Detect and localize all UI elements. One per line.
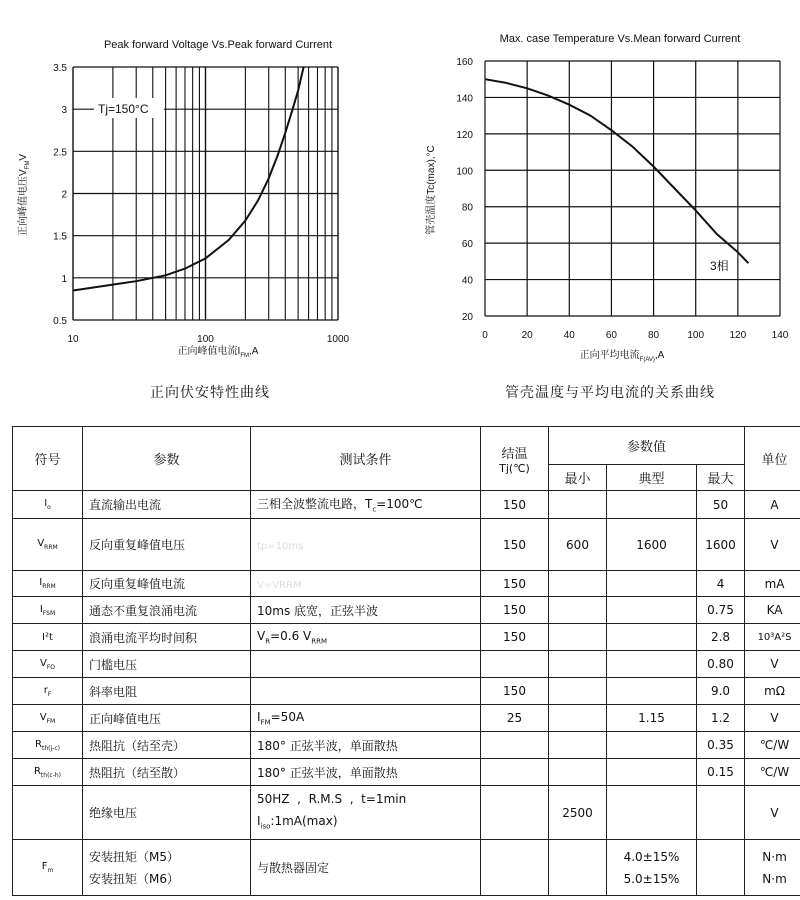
y-tick-label: 40 — [461, 275, 473, 287]
y-tick-labels — [456, 57, 473, 323]
y-tick-label: 80 — [461, 202, 473, 214]
x-tick-label: 100 — [687, 330, 705, 341]
y-tick-label: 2.5 — [53, 147, 67, 159]
table-row: $V_{FM}$ 正向峰值电压 $I_{FM}=50A$ 25 1.15 1.2 V — [13, 705, 800, 732]
table-row-torque: $F_m$ 安装扭矩（M5） 安装扭矩（M6） 与散热器固定 4.0±15% 5.0±15% N·m N·m — [13, 840, 800, 896]
header-max: 最大 — [697, 465, 745, 491]
y-tick-label: 60 — [461, 239, 473, 251]
y-tick-label: 3.5 — [53, 63, 67, 74]
table-row: I²t 浪涌电流平均时间积 $V_R=0.6$ $V_{RRM}$ 150 2.8 10³A²S — [13, 624, 800, 651]
header-unit: 单位 — [745, 427, 800, 491]
header-typ: 典型 — [607, 465, 697, 491]
x-axis-label: 正向峰值电流$I_{FM},A$ — [177, 346, 259, 359]
left-chart-caption: 正向伏安特性曲线 — [150, 385, 270, 401]
x-tick-label: 20 — [521, 330, 533, 341]
table-row: $R_{th(j-c)}$ 热阻抗（结至壳） 180° 正弦半波，单面散热 0.35 ℃/W — [13, 732, 800, 759]
table-row: $I_{FSM}$ 通态不重复浪涌电流 10ms 底宽，正弦半波 150 0.75 KA — [13, 597, 800, 624]
y-tick-label: 0.5 — [53, 316, 67, 327]
y-tick-label: 3 — [61, 105, 67, 117]
header-condition: 测试条件 — [251, 427, 481, 491]
y-tick-labels — [53, 63, 67, 327]
temperature-annotation: Tj=150°C — [98, 102, 149, 116]
chart-grid — [485, 61, 780, 316]
table-row: $R_{th(c-h)}$ 热阻抗（结至散） 180° 正弦半波，单面散热 0.15 ℃/W — [13, 759, 800, 786]
x-axis-label: 正向平均电流$_{F(AV)}$,A — [579, 350, 665, 363]
x-tick-label: 120 — [729, 330, 747, 341]
x-tick-label: 100 — [197, 334, 214, 345]
temperature-curve — [485, 79, 748, 263]
table-row: $V_{RRM}$ 反向重复峰值电压 tp=10ms 150 600 1600 1600 V — [13, 519, 800, 571]
spec-table — [12, 426, 800, 896]
x-tick-label: 40 — [563, 330, 575, 341]
y-axis-label: 正向峰值电压$V_{FM}V$ — [18, 153, 31, 237]
x-tick-label: 1000 — [326, 334, 350, 345]
forward-voltage-chart — [0, 0, 400, 370]
y-tick-label: 120 — [456, 129, 473, 141]
x-tick-labels — [482, 330, 789, 341]
y-tick-label: 1 — [61, 273, 67, 285]
x-tick-label: 60 — [605, 330, 617, 341]
y-tick-label: 20 — [461, 312, 473, 323]
chart-title: Max. case Temperature Vs.Mean forward Current — [499, 33, 741, 45]
table-row: $I_o$ 直流输出电流 三相全波整流电路，$T_c=100℃$ 150 50 A — [13, 491, 800, 519]
x-tick-label: 80 — [648, 330, 660, 341]
x-tick-label: 140 — [771, 330, 789, 341]
x-tick-label: 0 — [482, 330, 488, 341]
table-row: $V_{FO}$ 门槛电压 0.80 V — [13, 651, 800, 678]
header-junction: 结温 Tj(℃) — [481, 427, 549, 491]
header-min: 最小 — [549, 465, 607, 491]
table-row: $I_{RRM}$ 反向重复峰值电流 V=VRRM 150 4 mA — [13, 571, 800, 597]
table-row: 绝缘电压 50HZ , R.M.S , t=1min $I_{iso}:1mA(\max)$ 2500 V — [13, 786, 800, 840]
y-tick-label: 160 — [456, 57, 473, 68]
y-tick-label: 2 — [61, 189, 67, 201]
y-axis-label: 管壳温度Tc(max),°C — [426, 145, 437, 235]
case-temperature-chart — [400, 0, 800, 370]
y-tick-label: 100 — [456, 166, 473, 178]
x-tick-labels — [67, 334, 349, 345]
x-tick-label: 10 — [67, 334, 79, 345]
chart-title: Peak forward Voltage Vs.Peak forward Current — [103, 39, 333, 51]
table-row: $r_F$ 斜率电阻 150 9.0 mΩ — [13, 678, 800, 705]
right-chart-caption: 管壳温度与平均电流的关系曲线 — [505, 385, 715, 401]
series-label: 3相 — [710, 259, 729, 273]
header-param: 参数 — [83, 427, 251, 491]
y-tick-label: 1.5 — [53, 231, 67, 243]
header-values: 参数值 — [549, 427, 745, 465]
y-tick-label: 140 — [456, 93, 473, 105]
header-symbol: 符号 — [13, 427, 83, 491]
